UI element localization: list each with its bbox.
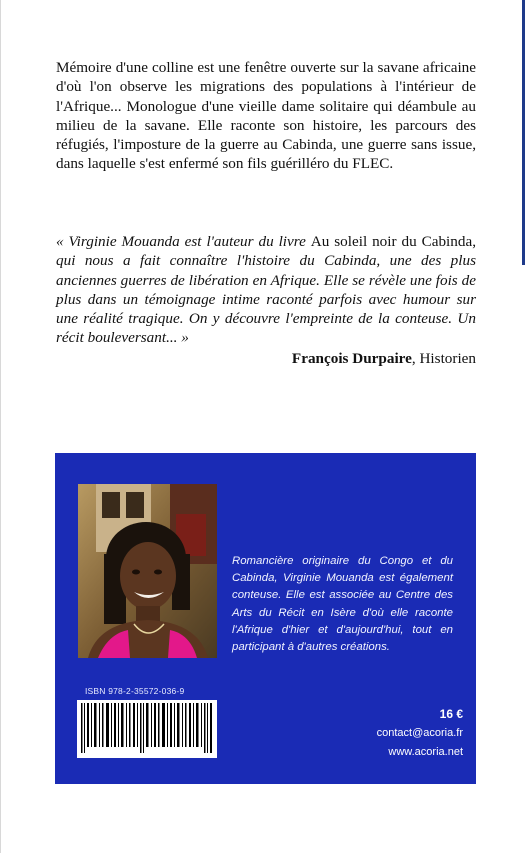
quote-part-1: « Virginie Mouanda est l'auteur du livre	[56, 233, 311, 250]
quote-part-2: qui nous a fait connaître l'histoire du Cabinda, une des plus anciennes guerres de libération en Afrique. Elle se révèle une fois de plus dans un témoignage intime raconté parfois avec humour sur une réalité tragique. On y découvre l'empreinte de la conteuse. Un récit bouleversant... »	[56, 252, 476, 347]
contact-website: www.acoria.net	[388, 746, 463, 758]
contact-email: contact@acoria.fr	[376, 727, 463, 739]
barcode-image	[77, 700, 217, 758]
review-quote	[56, 232, 476, 348]
quote-attribution	[292, 350, 476, 368]
quote-book-title: Au soleil noir du Cabinda,	[310, 233, 476, 250]
back-cover-blurb: Mémoire d'une colline est une fenêtre ouverte sur la savane africaine d'où l'on observe les migrations des populations à l'intérieur de l'Afrique... Monologue d'une vieille dame solitaire qui déambule au milieu de la savane. Elle raconte son histoire, les parcours des réfugiés, l'imposture de la guerre au Cabinda, une guerre sans issue, dans laquelle s'est enfermé son fils guérilléro du FLEC.	[56, 59, 476, 173]
price-label: 16 €	[439, 707, 463, 721]
attribution-role: , Historien	[411, 350, 476, 367]
author-bio: Romancière originaire du Congo et du Cabinda, Virginie Mouanda est également conteuse. Elle est associée au Centre des Arts du Récit en Isère d'où elle raconte l'Afrique d'hier et d'aujourd'hui, tout en participant à d'autres créations.	[232, 555, 453, 654]
publisher-contact	[377, 724, 463, 762]
isbn-label: ISBN 978-2-35572-036-9	[85, 686, 185, 696]
author-photo	[78, 484, 217, 658]
attribution-name: François Durpaire	[291, 350, 412, 367]
